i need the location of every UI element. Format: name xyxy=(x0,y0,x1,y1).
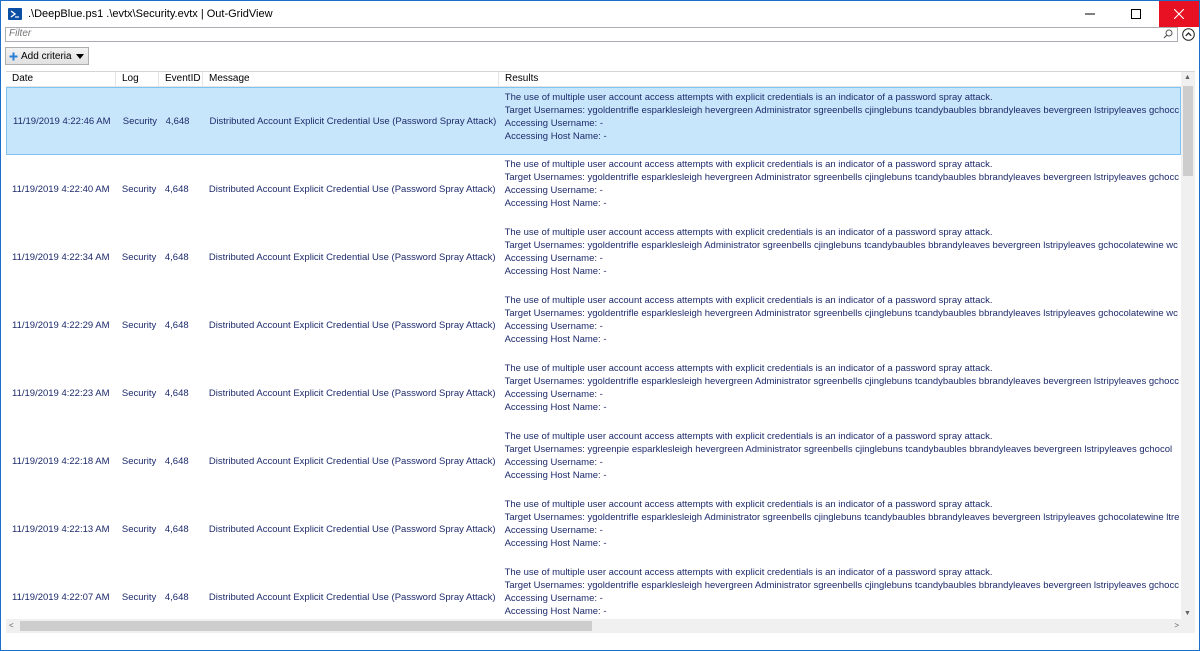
plus-icon xyxy=(9,52,18,61)
powershell-icon xyxy=(8,8,22,20)
add-criteria-label: Add criteria xyxy=(21,50,72,62)
cell-results xyxy=(499,427,1181,495)
results-line: The use of multiple user account access attempts with explicit credentials is an indicator of a password spray attack. xyxy=(504,363,993,374)
cell-results xyxy=(499,495,1181,563)
results-grid xyxy=(6,71,1195,633)
column-header-eventid[interactable]: EventID xyxy=(159,72,203,86)
cell-eventid: 4,648 xyxy=(165,115,190,127)
cell-message: Distributed Account Explicit Credential Use (Password Spray Attack) xyxy=(208,183,496,195)
results-line: Accessing Host Name: - xyxy=(504,334,607,345)
maximize-button[interactable] xyxy=(1113,1,1159,27)
column-header-log[interactable]: Log xyxy=(116,72,159,86)
cell-message: Distributed Account Explicit Credential Use (Password Spray Attack) xyxy=(208,591,496,603)
results-line: Accessing Username: - xyxy=(504,118,603,129)
cell-log: Security xyxy=(121,251,157,263)
results-line: Accessing Username: - xyxy=(504,525,603,536)
column-header-results[interactable]: Results xyxy=(499,72,1182,86)
scroll-left-icon[interactable]: < xyxy=(9,621,14,630)
criteria-bar xyxy=(1,41,1199,71)
cell-message: Distributed Account Explicit Credential Use (Password Spray Attack) xyxy=(208,387,496,399)
results-line: The use of multiple user account access attempts with explicit credentials is an indicator of a password spray attack. xyxy=(504,499,993,510)
vertical-scrollbar[interactable] xyxy=(1181,72,1195,619)
cell-log: Security xyxy=(121,387,157,399)
minimize-button[interactable] xyxy=(1067,1,1113,27)
collapse-filter-button[interactable] xyxy=(1181,27,1195,41)
cell-log: Security xyxy=(121,591,157,603)
results-line: Accessing Username: - xyxy=(504,253,603,264)
results-line: Target Usernames: ygoldentrifle esparklesleigh hevergreen Administrator sgreenbells cjinglebuns tcandybaubles bbrandyleaves bevergreen lstripyleaves gchocc xyxy=(504,580,1179,591)
table-row[interactable] xyxy=(6,87,1181,155)
cell-eventid: 4,648 xyxy=(164,387,189,399)
cell-eventid: 4,648 xyxy=(164,183,189,195)
scroll-right-icon[interactable]: > xyxy=(1174,621,1179,630)
chevron-up-circle-icon xyxy=(1182,28,1195,41)
cell-date: 11/19/2019 4:22:40 AM xyxy=(12,183,110,195)
results-line: Target Usernames: ygoldentrifle esparklesleigh hevergreen Administrator sgreenbells cjinglebuns tcandybaubles bbrandyleaves bevergreen lstripyleaves gchocc xyxy=(504,172,1179,183)
cell-eventid: 4,648 xyxy=(164,591,189,603)
results-line: Accessing Host Name: - xyxy=(504,402,607,413)
results-line: Target Usernames: ygoldentrifle esparklesleigh hevergreen Administrator sgreenbells cjinglebuns tcandybaubles bbrandyleaves bevergreen lstripyleaves gchocc xyxy=(504,376,1179,387)
cell-eventid: 4,648 xyxy=(164,455,189,467)
results-line: Accessing Host Name: - xyxy=(504,470,607,481)
search-icon[interactable] xyxy=(1163,29,1173,42)
cell-log: Security xyxy=(122,115,158,127)
minimize-icon xyxy=(1085,9,1095,19)
cell-results xyxy=(499,291,1181,359)
cell-results xyxy=(499,359,1181,427)
results-line: Accessing Username: - xyxy=(504,593,603,604)
cell-eventid: 4,648 xyxy=(164,251,189,263)
horizontal-scroll-thumb[interactable] xyxy=(20,621,592,631)
table-row[interactable] xyxy=(6,223,1181,291)
results-line: Accessing Username: - xyxy=(504,389,603,400)
results-line: Accessing Username: - xyxy=(504,185,603,196)
cell-results xyxy=(499,155,1181,223)
results-line: Accessing Host Name: - xyxy=(504,266,607,277)
results-line: The use of multiple user account access attempts with explicit credentials is an indicator of a password spray attack. xyxy=(504,567,993,578)
cell-date: 11/19/2019 4:22:23 AM xyxy=(12,387,110,399)
results-line: Target Usernames: ygoldentrifle esparklesleigh Administrator sgreenbells cjinglebuns tcandybaubles bbrandyleaves bevergreen lstripyleaves gchocolatewine wc xyxy=(504,240,1178,251)
cell-eventid: 4,648 xyxy=(164,523,189,535)
results-line: The use of multiple user account access attempts with explicit credentials is an indicator of a password spray attack. xyxy=(504,295,993,306)
vertical-scroll-thumb[interactable] xyxy=(1183,86,1193,176)
grid-header xyxy=(6,72,1195,87)
add-criteria-button[interactable] xyxy=(5,47,89,65)
close-button[interactable] xyxy=(1159,1,1199,27)
cell-log: Security xyxy=(121,183,157,195)
results-line: Accessing Username: - xyxy=(504,321,603,332)
caret-down-icon xyxy=(76,54,84,59)
table-row[interactable] xyxy=(6,359,1181,427)
cell-message: Distributed Account Explicit Credential Use (Password Spray Attack) xyxy=(208,251,496,263)
cell-date: 11/19/2019 4:22:34 AM xyxy=(12,251,110,263)
cell-date: 11/19/2019 4:22:29 AM xyxy=(12,319,110,331)
grid-rows xyxy=(6,87,1181,631)
cell-log: Security xyxy=(121,319,157,331)
filter-input[interactable] xyxy=(6,28,1152,40)
column-header-date[interactable]: Date xyxy=(6,72,116,86)
cell-results xyxy=(499,223,1181,291)
results-line: Accessing Host Name: - xyxy=(504,538,607,549)
cell-log: Security xyxy=(121,455,157,467)
close-icon xyxy=(1174,9,1184,19)
results-line: The use of multiple user account access attempts with explicit credentials is an indicator of a password spray attack. xyxy=(504,431,993,442)
table-row[interactable] xyxy=(6,427,1181,495)
filter-bar xyxy=(5,27,1195,41)
cell-message: Distributed Account Explicit Credential Use (Password Spray Attack) xyxy=(209,115,497,127)
cell-date: 11/19/2019 4:22:18 AM xyxy=(12,455,110,467)
cell-date: 11/19/2019 4:22:46 AM xyxy=(13,115,111,127)
cell-message: Distributed Account Explicit Credential Use (Password Spray Attack) xyxy=(208,523,496,535)
scroll-up-icon[interactable]: ▲ xyxy=(1184,74,1191,81)
title-bar[interactable] xyxy=(1,1,1199,27)
results-line: Accessing Username: - xyxy=(504,457,603,468)
cell-date: 11/19/2019 4:22:07 AM xyxy=(12,591,110,603)
table-row[interactable] xyxy=(6,155,1181,223)
column-header-message[interactable]: Message xyxy=(203,72,499,86)
results-line: Accessing Host Name: - xyxy=(504,606,607,617)
cell-eventid: 4,648 xyxy=(164,319,189,331)
results-line: The use of multiple user account access attempts with explicit credentials is an indicator of a password spray attack. xyxy=(504,227,993,238)
results-line: The use of multiple user account access attempts with explicit credentials is an indicator of a password spray attack. xyxy=(504,159,993,170)
scroll-down-icon[interactable]: ▼ xyxy=(1184,610,1191,617)
cell-message: Distributed Account Explicit Credential Use (Password Spray Attack) xyxy=(208,319,496,331)
results-line: Target Usernames: ygoldentrifle esparklesleigh hevergreen Administrator sgreenbells cjinglebuns tcandybaubles bbrandyleaves bevergreen lstripyleaves gchocc xyxy=(504,105,1180,116)
results-line: Accessing Host Name: - xyxy=(504,198,607,209)
cell-message: Distributed Account Explicit Credential Use (Password Spray Attack) xyxy=(208,455,496,467)
horizontal-scrollbar[interactable] xyxy=(6,619,1195,633)
cell-date: 11/19/2019 4:22:13 AM xyxy=(12,523,110,535)
results-line: Accessing Host Name: - xyxy=(504,131,607,142)
maximize-icon xyxy=(1131,9,1141,19)
cell-results xyxy=(499,88,1180,154)
results-line: The use of multiple user account access attempts with explicit credentials is an indicator of a password spray attack. xyxy=(504,92,993,103)
table-row[interactable] xyxy=(6,291,1181,359)
cell-log: Security xyxy=(121,523,157,535)
results-line: Target Usernames: ygreenpie esparklesleigh hevergreen Administrator sgreenbells cjinglebuns tcandybaubles bbrandyleaves bevergreen lstripyleaves gchocol xyxy=(504,444,1173,455)
results-line: Target Usernames: ygoldentrifle esparklesleigh hevergreen Administrator sgreenbells cjinglebuns tcandybaubles bbrandyleaves lstripyleaves gchocolatewine wc xyxy=(504,308,1178,319)
table-row[interactable] xyxy=(6,495,1181,563)
window-title: .\DeepBlue.ps1 .\evtx\Security.evtx | Out-GridView xyxy=(28,8,273,20)
filter-box xyxy=(5,27,1178,42)
results-line: Target Usernames: ygoldentrifle esparklesleigh Administrator sgreenbells cjinglebuns tcandybaubles bbrandyleaves bevergreen lstripyleaves gchocolatewine ltre xyxy=(504,512,1180,523)
